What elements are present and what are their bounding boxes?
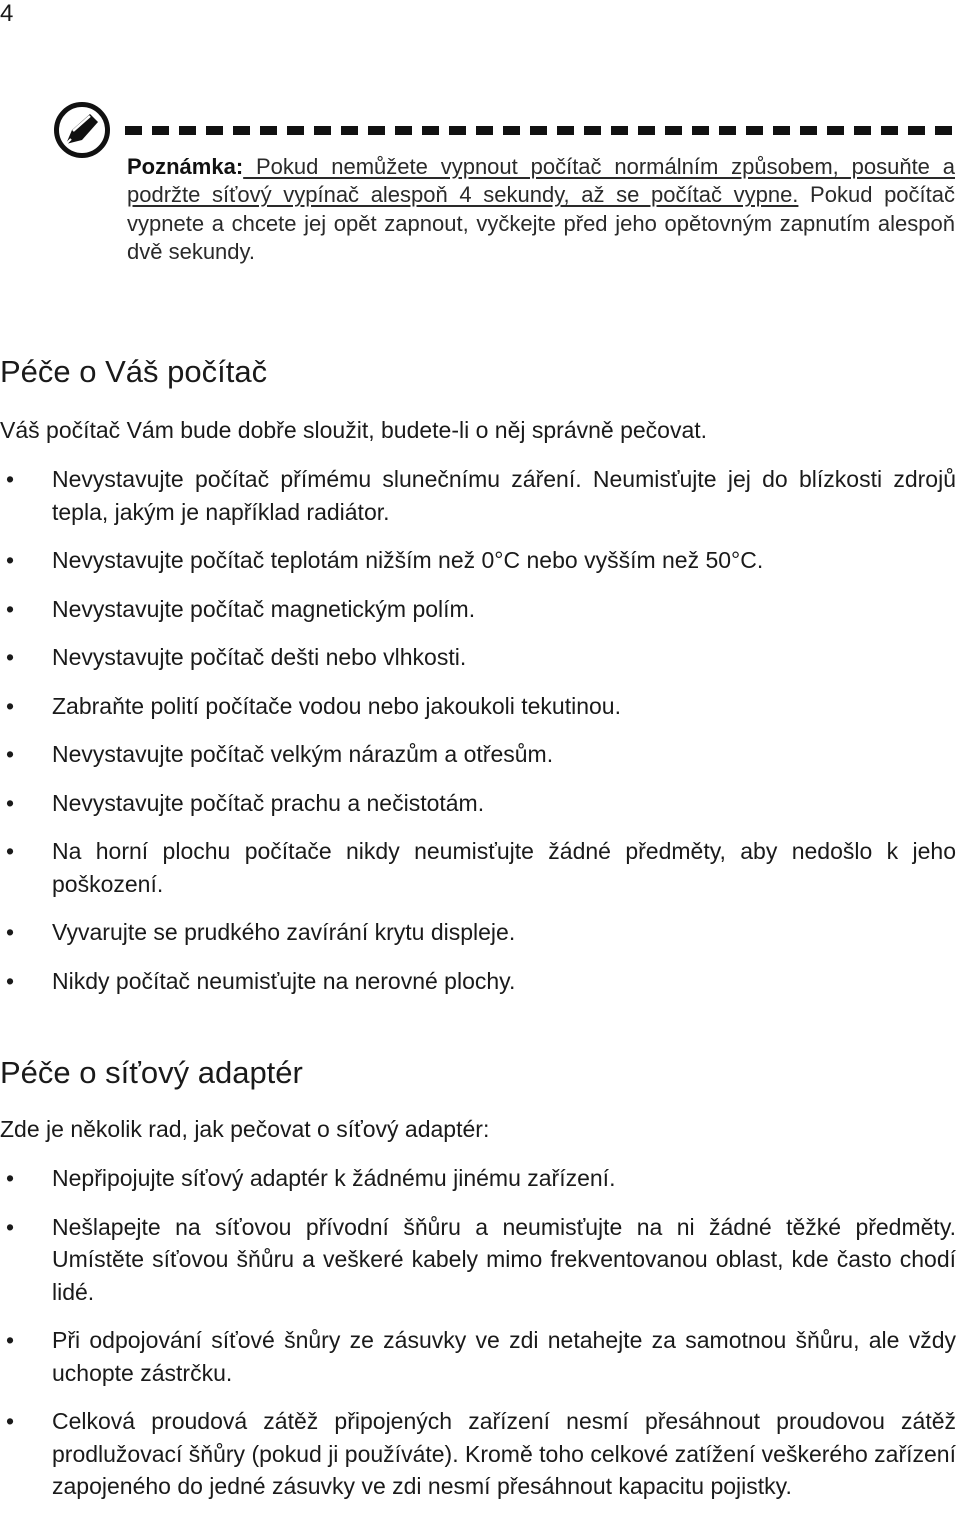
list-item: • Při odpojování síťové šnůry ze zásuvky ve zdi netahejte za samotnou šňůru, ale vždy uchopte zástrčku. xyxy=(0,1324,956,1389)
note-separator xyxy=(125,126,955,135)
list-item: • Nepřipojujte síťový adaptér k žádnému jinému zařízení. xyxy=(0,1162,956,1195)
section-intro-computer-care: Váš počítač Vám bude dobře sloužit, budete-li o něj správně pečovat. xyxy=(0,417,708,443)
note-text xyxy=(127,153,955,266)
list-item: • Nešlapejte na síťovou přívodní šňůru a neumisťujte na ni žádné těžké předměty. Umístěte síťovou šňůru a veškeré kabely mimo frekventovanou oblast, kde často chodí lidé. xyxy=(0,1211,956,1309)
bullet-icon: • xyxy=(6,741,15,767)
list-item: • Nevystavujte počítač velkým nárazům a otřesům. xyxy=(0,738,956,771)
section-intro-adapter-care: Zde je několik rad, jak pečovat o síťový adaptér: xyxy=(0,1116,490,1142)
list-item: • Vyvarujte se prudkého zavírání krytu displeje. xyxy=(0,916,956,949)
list-item: • Zabraňte polití počítače vodou nebo jakoukoli tekutinou. xyxy=(0,690,956,723)
bullet-icon: • xyxy=(6,1327,15,1353)
section-heading-computer-care: Péče o Váš počítač xyxy=(0,354,268,389)
page-number: 4 xyxy=(0,0,14,27)
list-item: • Nevystavujte počítač teplotám nižším než 0°C nebo vyšším než 50°C. xyxy=(0,544,956,577)
list-item: • Celková proudová zátěž připojených zařízení nesmí přesáhnout proudovou zátěž prodlužovací šňůry (pokud ji používáte). Kromě toho celkové zatížení veškerého zařízení zapojeného do jedné zásuvky ve zdi nesmí přesáhnout kapacitu pojistky. xyxy=(0,1405,956,1503)
bullet-icon: • xyxy=(6,1165,15,1191)
note-label: Poznámka: xyxy=(127,154,244,179)
bullet-icon: • xyxy=(6,1408,15,1434)
bullet-icon: • xyxy=(6,466,15,492)
list-item: • Nevystavujte počítač dešti nebo vlhkosti. xyxy=(0,641,956,674)
bullet-icon: • xyxy=(6,789,15,816)
list-item: • Nikdy počítač neumisťujte na nerovné plochy. xyxy=(0,965,956,998)
section-heading-adapter-care: Péče o síťový adaptér xyxy=(0,1055,303,1090)
bullet-icon: • xyxy=(6,967,15,994)
note-rest-text: Pokud počítač vypnete a chcete jej opět zapnout, vyčkejte před jeho opětovným zapnutím alespoň dvě sekundy. xyxy=(127,182,955,264)
bullet-icon: • xyxy=(6,692,15,719)
bullet-icon: • xyxy=(6,1213,15,1240)
bullet-icon: • xyxy=(6,547,15,573)
bullet-icon: • xyxy=(6,919,15,945)
list-item: • Nevystavujte počítač přímému slunečnímu záření. Neumisťujte jej do blízkosti zdrojů tepla, jakým je například radiátor. xyxy=(0,463,956,528)
bullet-icon: • xyxy=(6,595,15,622)
list-item: • Nevystavujte počítač magnetickým polím. xyxy=(0,593,956,626)
list-item: • Na horní plochu počítače nikdy neumisťujte žádné předměty, aby nedošlo k jeho poškození. xyxy=(0,835,956,900)
computer-care-list xyxy=(0,463,956,1013)
bullet-icon: • xyxy=(6,644,15,670)
list-item: • Nevystavujte počítač prachu a nečistotám. xyxy=(0,787,956,820)
pen-note-icon xyxy=(52,100,112,160)
bullet-icon: • xyxy=(6,838,15,864)
note-underlined-text: Pokud nemůžete vypnout počítač normálním způsobem, posuňte a podržte síťový vypínač alespoň 4 sekundy, až se počítač vypne. xyxy=(127,154,955,208)
adapter-care-list xyxy=(0,1162,956,1519)
